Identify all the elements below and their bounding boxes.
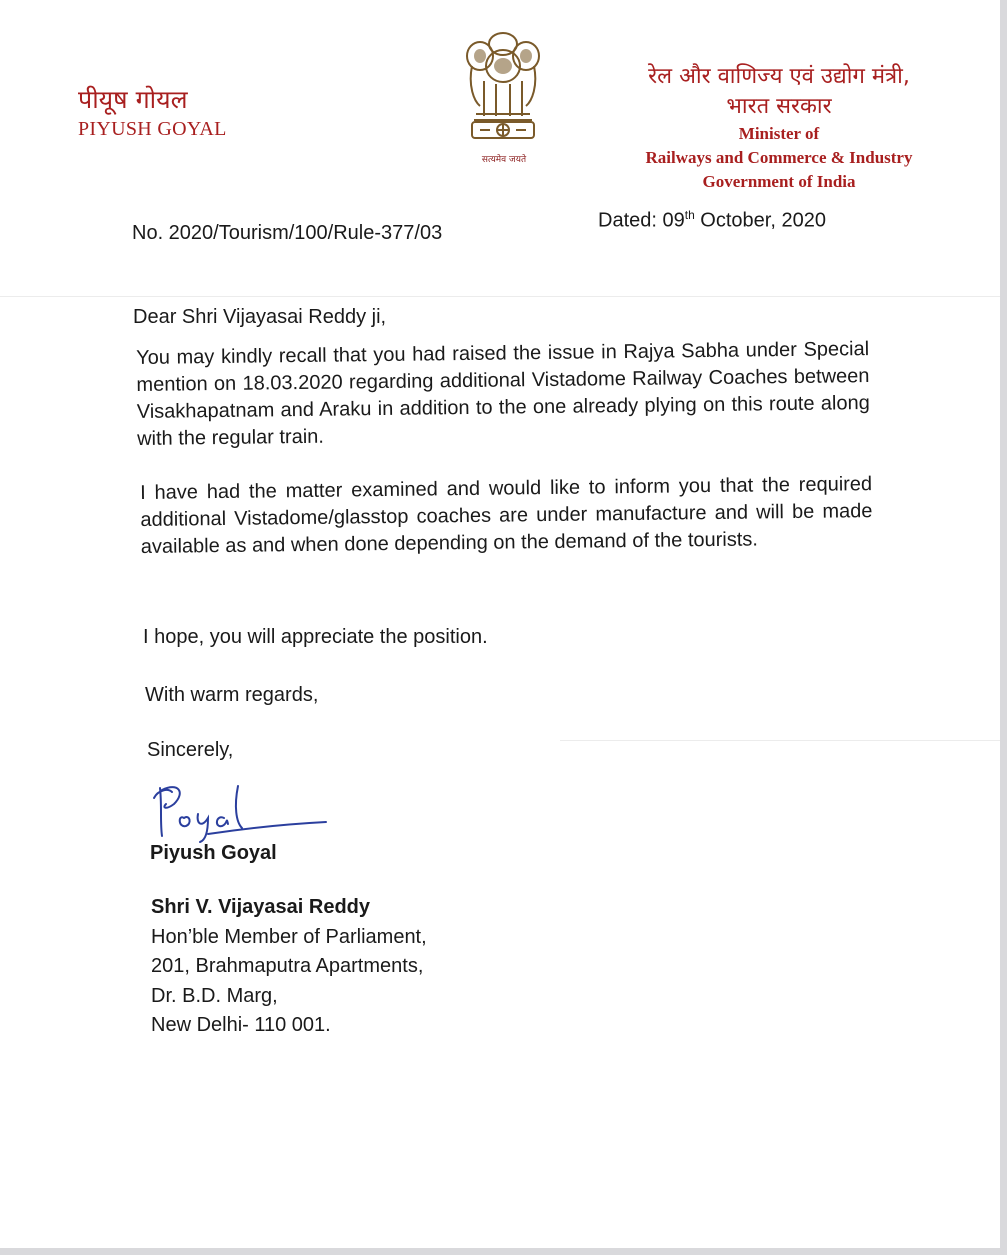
regards-line: With warm regards,	[145, 684, 319, 706]
body-paragraph: You may kindly recall that you had raised the issue in Rajya Sabha under Special mention on 18.03.2020 regarding additional Vistadome Railway Coaches between Visakhapatnam and Araku in addition to the one already plying on this route along with the regular train.	[136, 338, 870, 450]
sender-name-english: PIYUSH GOYAL	[78, 118, 227, 140]
address-line: New Delhi- 110 001.	[151, 1014, 331, 1036]
signer-name: Piyush Goyal	[150, 842, 277, 864]
fold-line	[0, 296, 1000, 297]
addressee-name: Shri V. Vijayasai Reddy	[151, 896, 371, 918]
closing-line: Sincerely,	[147, 739, 234, 761]
body-paragraph: I have had the matter examined and would like to inform you that the required additional Vistadome/glasstop coaches are under manufacture and will be made available as and when done depending on the demand of the tourists.	[140, 473, 873, 558]
date-prefix: Dated: 09	[598, 209, 685, 232]
designation-english-line: Government of India	[702, 172, 856, 191]
date-suffix: th	[684, 208, 695, 222]
address-line: Dr. B.D. Marg,	[151, 984, 278, 1007]
national-emblem-icon	[458, 26, 548, 171]
body-paragraph: I hope, you will appreciate the position.	[143, 626, 488, 648]
address-line: 201, Brahmaputra Apartments,	[151, 955, 424, 977]
handwritten-signature	[148, 778, 338, 848]
office-designation	[600, 62, 958, 194]
salutation: Dear Shri Vijayasai Reddy ji,	[133, 306, 387, 328]
fold-line	[560, 740, 1000, 741]
date-rest: October, 2020	[694, 209, 826, 232]
designation-hindi-line: भारत सरकार	[726, 94, 832, 119]
designation-hindi-line: रेल और वाणिज्य एवं उद्योग मंत्री,	[648, 64, 910, 89]
emblem-motto: सत्यमेव जयते	[481, 155, 527, 165]
reference-number: No. 2020/Tourism/100/Rule-377/03	[132, 222, 443, 244]
designation-english-line: Railways and Commerce & Industry	[645, 148, 913, 167]
address-line: Hon’ble Member of Parliament,	[151, 925, 427, 948]
designation-english-line: Minister of	[738, 124, 820, 143]
sender-name-hindi: पीयूष गोयल	[78, 85, 188, 114]
letter-date	[598, 208, 826, 233]
addressee-block	[151, 893, 427, 1041]
